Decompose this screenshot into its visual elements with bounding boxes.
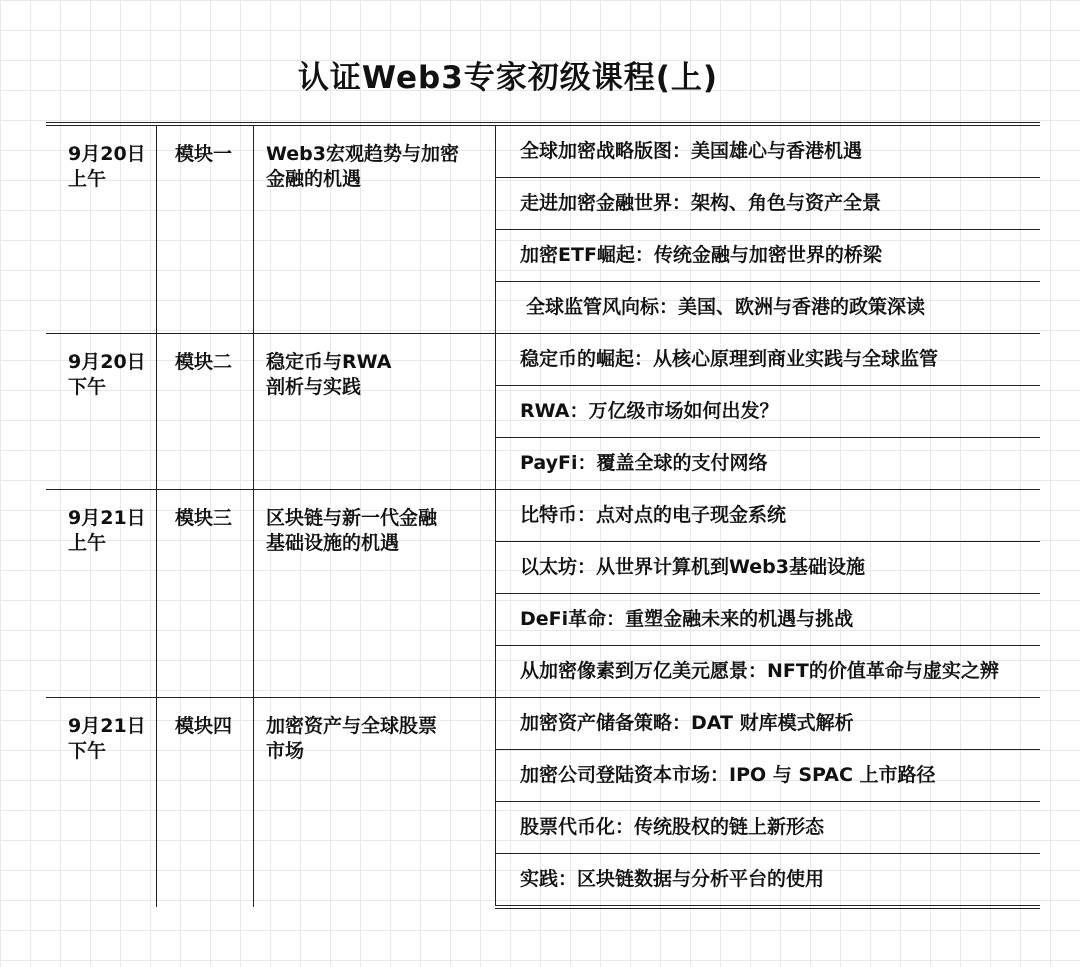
topic-text: 以太坊：从世界计算机到Web3基础设施 xyxy=(520,556,865,578)
module-row xyxy=(46,698,1040,750)
date-session: 上午 xyxy=(68,532,107,554)
theme-line: Web3宏观趋势与加密 xyxy=(266,143,459,165)
topic-cell xyxy=(496,334,1041,386)
topic-text: 走进加密金融世界：架构、角色与资产全景 xyxy=(520,192,882,214)
theme-line: 加密资产与全球股票 xyxy=(266,715,438,737)
module-cell xyxy=(157,490,254,698)
topic-text: 全球监管风向标：美国、欧洲与香港的政策深读 xyxy=(526,296,926,318)
topic-cell xyxy=(496,386,1041,438)
topic-cell xyxy=(496,438,1041,490)
module-label: 模块一 xyxy=(175,143,233,165)
theme-cell xyxy=(254,698,496,908)
date-day: 9月21日 xyxy=(68,507,146,529)
topic-text: 全球加密战略版图：美国雄心与香港机遇 xyxy=(520,140,863,162)
page-title: 认证Web3专家初级课程(上) xyxy=(297,60,719,96)
topic-cell xyxy=(496,698,1041,750)
theme-line: 市场 xyxy=(266,740,305,762)
topic-cell xyxy=(496,594,1041,646)
module-label: 模块四 xyxy=(175,715,233,737)
topic-cell xyxy=(496,282,1041,334)
topic-text: 稳定币的崛起：从核心原理到商业实践与全球监管 xyxy=(520,348,939,370)
topic-cell xyxy=(496,802,1041,854)
topic-text: RWA：万亿级市场如何出发？ xyxy=(520,400,779,422)
theme-cell xyxy=(254,124,496,334)
topic-text: 比特币：点对点的电子现金系统 xyxy=(520,504,787,526)
topic-cell xyxy=(496,230,1041,282)
date-cell xyxy=(46,698,157,908)
date-day: 9月20日 xyxy=(68,351,146,373)
module-row xyxy=(46,124,1040,178)
topic-cell xyxy=(496,490,1041,542)
module-label: 模块三 xyxy=(175,507,233,529)
topic-text: 加密资产储备策略：DAT 财库模式解析 xyxy=(520,712,854,734)
topic-cell xyxy=(496,542,1041,594)
topic-text: DeFi革命：重塑金融未来的机遇与挑战 xyxy=(520,608,854,630)
date-session: 下午 xyxy=(68,376,107,398)
theme-cell xyxy=(254,490,496,698)
topic-text: 从加密像素到万亿美元愿景：NFT的价值革命与虚实之辨 xyxy=(520,660,999,682)
theme-line: 区块链与新一代金融 xyxy=(266,507,438,529)
module-row xyxy=(46,334,1040,386)
date-session: 上午 xyxy=(68,168,107,190)
topic-text: 加密ETF崛起：传统金融与加密世界的桥梁 xyxy=(520,244,882,266)
date-cell xyxy=(46,124,157,334)
module-cell xyxy=(157,334,254,490)
module-label: 模块二 xyxy=(175,351,233,373)
topic-cell xyxy=(496,854,1041,908)
theme-line: 剖析与实践 xyxy=(266,376,362,398)
topic-cell xyxy=(496,124,1041,178)
topic-cell xyxy=(496,750,1041,802)
topic-text: PayFi：覆盖全球的支付网络 xyxy=(520,452,768,474)
date-day: 9月21日 xyxy=(68,715,146,737)
topic-cell xyxy=(496,178,1041,230)
module-row xyxy=(46,490,1040,542)
date-cell xyxy=(46,334,157,490)
course-schedule-table xyxy=(46,122,1040,909)
topic-text: 加密公司登陆资本市场：IPO 与 SPAC 上市路径 xyxy=(520,764,936,786)
theme-line: 基础设施的机遇 xyxy=(266,532,400,554)
module-cell xyxy=(157,698,254,908)
theme-cell xyxy=(254,334,496,490)
theme-line: 稳定币与RWA xyxy=(266,351,392,373)
date-session: 下午 xyxy=(68,740,107,762)
date-cell xyxy=(46,490,157,698)
topic-text: 实践：区块链数据与分析平台的使用 xyxy=(520,868,825,890)
topic-text: 股票代币化：传统股权的链上新形态 xyxy=(520,816,825,838)
topic-cell xyxy=(496,646,1041,698)
module-cell xyxy=(157,124,254,334)
theme-line: 金融的机遇 xyxy=(266,168,362,190)
date-day: 9月20日 xyxy=(68,143,146,165)
